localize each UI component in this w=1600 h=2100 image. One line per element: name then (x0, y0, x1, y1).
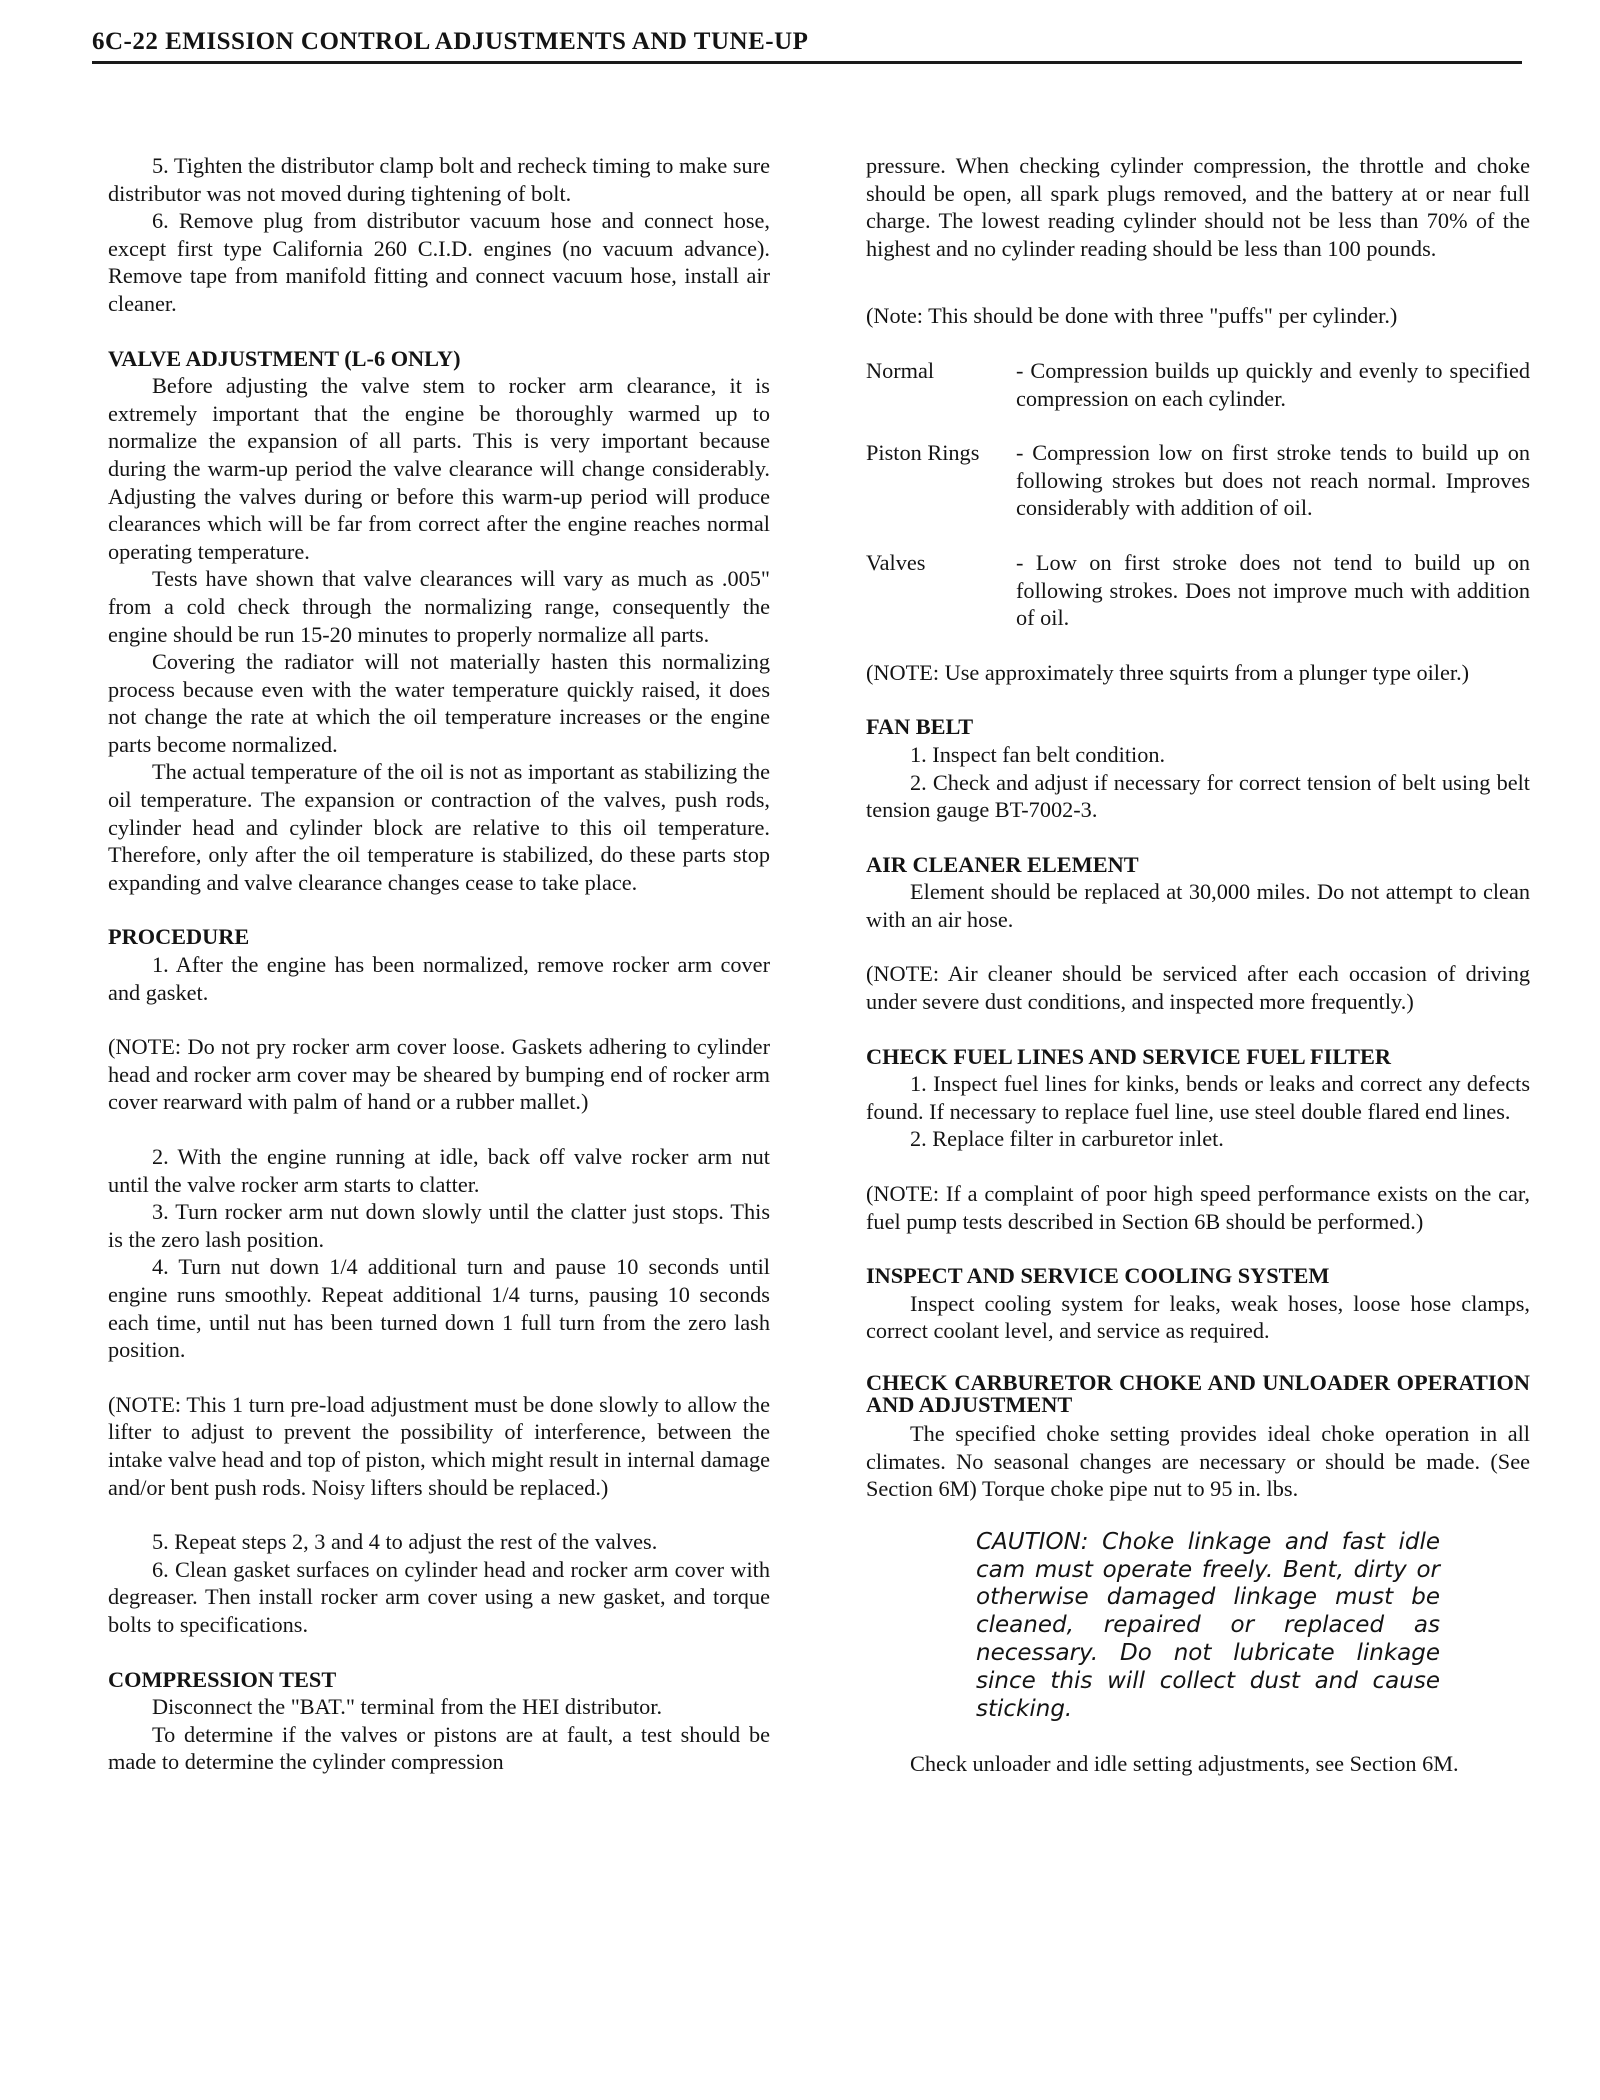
body-paragraph: To determine if the valves or pistons are at fault, a test should be made to determine the cylinder compression (108, 1721, 770, 1775)
test-result-description: - Low on first stroke does not tend to build up on following strokes. Does not improve much with addition of oil. (1016, 549, 1530, 631)
step-paragraph: 5. Tighten the distributor clamp bolt and recheck timing to make sure distributor was not moved during tightening of bolt. (108, 153, 771, 206)
step-paragraph: 2. Check and adjust if necessary for correct tension of belt using belt tension gauge BT-7002-3. (866, 769, 1530, 823)
header-title: 6C-22 EMISSION CONTROL ADJUSTMENTS AND TUNE-UP (92, 28, 809, 55)
step-paragraph: 2. With the engine running at idle, back off valve rocker arm nut until the valve rocker arm starts to clatter. (108, 1144, 770, 1197)
note-paragraph: (NOTE: Use approximately three squirts from a plunger type oiler.) (866, 659, 1470, 685)
body-paragraph: Covering the radiator will not materially hasten this normalizing process because even with the water temperature quickly raised, it does not change the rate at which the oil temperature increases or the engine parts become normalized. (108, 649, 770, 757)
compression-test-heading: COMPRESSION TEST (108, 1666, 337, 1692)
step-paragraph: 5. Repeat steps 2, 3 and 4 to adjust the rest of the valves. (152, 1529, 658, 1555)
body-paragraph: The actual temperature of the oil is not as important as stabilizing the oil temperature. The expansion or contraction of the valves, push rods, cylinder head and cylinder block are relative to this oil temperature. Therefore, only after the oil temperature is stabilized, do these parts stop expanding and valve clearance changes cease to take place. (108, 759, 770, 895)
test-result-row (866, 549, 1530, 632)
test-result-label: Valves (866, 549, 926, 575)
step-paragraph: 1. Inspect fan belt condition. (910, 741, 1166, 767)
step-paragraph: 1. Inspect fuel lines for kinks, bends or leaks and correct any defects found. If necessary to replace fuel line, use steel double flared end lines. (866, 1071, 1530, 1124)
test-result-row (866, 439, 1530, 522)
note-paragraph: (NOTE: This 1 turn pre-load adjustment must be done slowly to allow the lifter to adjust to prevent the possibility of interference, between the intake valve head and top of piston, which might result in internal damage and/or bent push rods. Noisy lifters should be replaced.) (108, 1391, 770, 1500)
test-result-label: Piston Rings (866, 440, 980, 466)
step-paragraph: 4. Turn nut down 1/4 additional turn and pause 10 seconds until engine runs smoothly. Repeat additional 1/4 turns, pausing 10 seconds each time, until nut has been turned down 1 full turn from the zero lash position. (108, 1254, 770, 1363)
body-paragraph: Disconnect the "BAT." terminal from the HEI distributor. (152, 1694, 663, 1720)
test-result-description: - Compression builds up quickly and evenly to specified compression on each cylinder. (1016, 357, 1530, 411)
left-column (108, 152, 770, 1776)
procedure-heading: PROCEDURE (108, 924, 250, 950)
body-paragraph: pressure. When checking cylinder compression, the throttle and choke should be open, all spark plugs removed, and the battery at or near full charge. The lowest reading cylinder should not be less than 70% of the highest and no cylinder reading should be less than 100 pounds. (866, 153, 1530, 261)
right-column (866, 152, 1530, 1778)
step-paragraph: 2. Replace filter in carburetor inlet. (910, 1126, 1224, 1152)
carburetor-choke-heading: CHECK CARBURETOR CHOKE AND UNLOADER OPERATION AND ADJUSTMENT (866, 1370, 1530, 1417)
step-paragraph: 1. After the engine has been normalized, remove rocker arm cover and gasket. (108, 952, 770, 1005)
step-paragraph: 6. Clean gasket surfaces on cylinder head and rocker arm cover with degreaser. Then install rocker arm cover using a new gasket, and torque bolts to specifications. (108, 1556, 770, 1637)
step-paragraph: 3. Turn rocker arm nut down slowly until the clatter just stops. This is the zero lash position. (108, 1199, 770, 1252)
body-paragraph: Before adjusting the valve stem to rocker arm clearance, it is extremely important that the engine be thoroughly warmed up to normalize the expansion of all parts. This is very important because during the warm-up period the valve clearance will change considerably. Adjusting the valves during or before this warm-up period will produce clearances which will be far from correct after the engine reaches normal operating temperature. (108, 373, 770, 564)
fuel-lines-heading: CHECK FUEL LINES AND SERVICE FUEL FILTER (866, 1043, 1391, 1069)
test-result-label: Normal (866, 357, 935, 383)
fan-belt-heading: FAN BELT (866, 714, 974, 740)
body-paragraph: Element should be replaced at 30,000 miles. Do not attempt to clean with an air hose. (866, 879, 1530, 932)
note-paragraph: (NOTE: Do not pry rocker arm cover loose. Gaskets adhering to cylinder head and rocker arm cover may be sheared by bumping end of rocker arm cover rearward with palm of hand or a rubber mallet.) (108, 1034, 770, 1115)
header-rule (92, 61, 1522, 64)
valve-adjustment-heading: VALVE ADJUSTMENT (L-6 ONLY) (108, 345, 461, 371)
step-paragraph: 6. Remove plug from distributor vacuum hose and connect hose, except first type California 260 C.I.D. engines (no vacuum advance). Remove tape from manifold fitting and connect vacuum hose, install air cleaner. (108, 208, 770, 316)
body-paragraph: Inspect cooling system for leaks, weak hoses, loose hose clamps, correct coolant level, and service as required. (866, 1290, 1530, 1344)
page-header (92, 28, 1522, 56)
note-paragraph: (Note: This should be done with three "puffs" per cylinder.) (866, 303, 1398, 329)
note-paragraph: (NOTE: Air cleaner should be serviced after each occasion of driving under severe dust conditions, and inspected more frequently.) (866, 961, 1530, 1015)
cooling-system-heading: INSPECT AND SERVICE COOLING SYSTEM (866, 1263, 1330, 1289)
body-paragraph: The specified choke setting provides ideal choke operation in all climates. No seasonal changes are necessary or should be made. (See Section 6M) Torque choke pipe nut to 95 in. lbs. (866, 1421, 1530, 1502)
test-result-description: - Compression low on first stroke tends to build up on following strokes but does not reach normal. Improves considerably with addition of oil. (1016, 440, 1530, 521)
caution-notice: CAUTION: Choke linkage and fast idle cam must operate freely. Bent, dirty or otherwise damaged linkage must be cleaned, repaired or replaced as necessary. Do not lubricate linkage since this will collect dust and cause sticking. (976, 1528, 1440, 1722)
body-paragraph: Tests have shown that valve clearances will vary as much as .005" from a cold check through the normalizing range, consequently the engine should be run 15-20 minutes to properly normalize all parts. (108, 566, 770, 647)
air-cleaner-heading: AIR CLEANER ELEMENT (866, 851, 1139, 877)
body-paragraph: Check unloader and idle setting adjustments, see Section 6M. (910, 1751, 1459, 1777)
note-paragraph: (NOTE: If a complaint of poor high speed performance exists on the car, fuel pump tests described in Section 6B should be performed.) (866, 1181, 1530, 1234)
test-result-row (866, 357, 1530, 412)
